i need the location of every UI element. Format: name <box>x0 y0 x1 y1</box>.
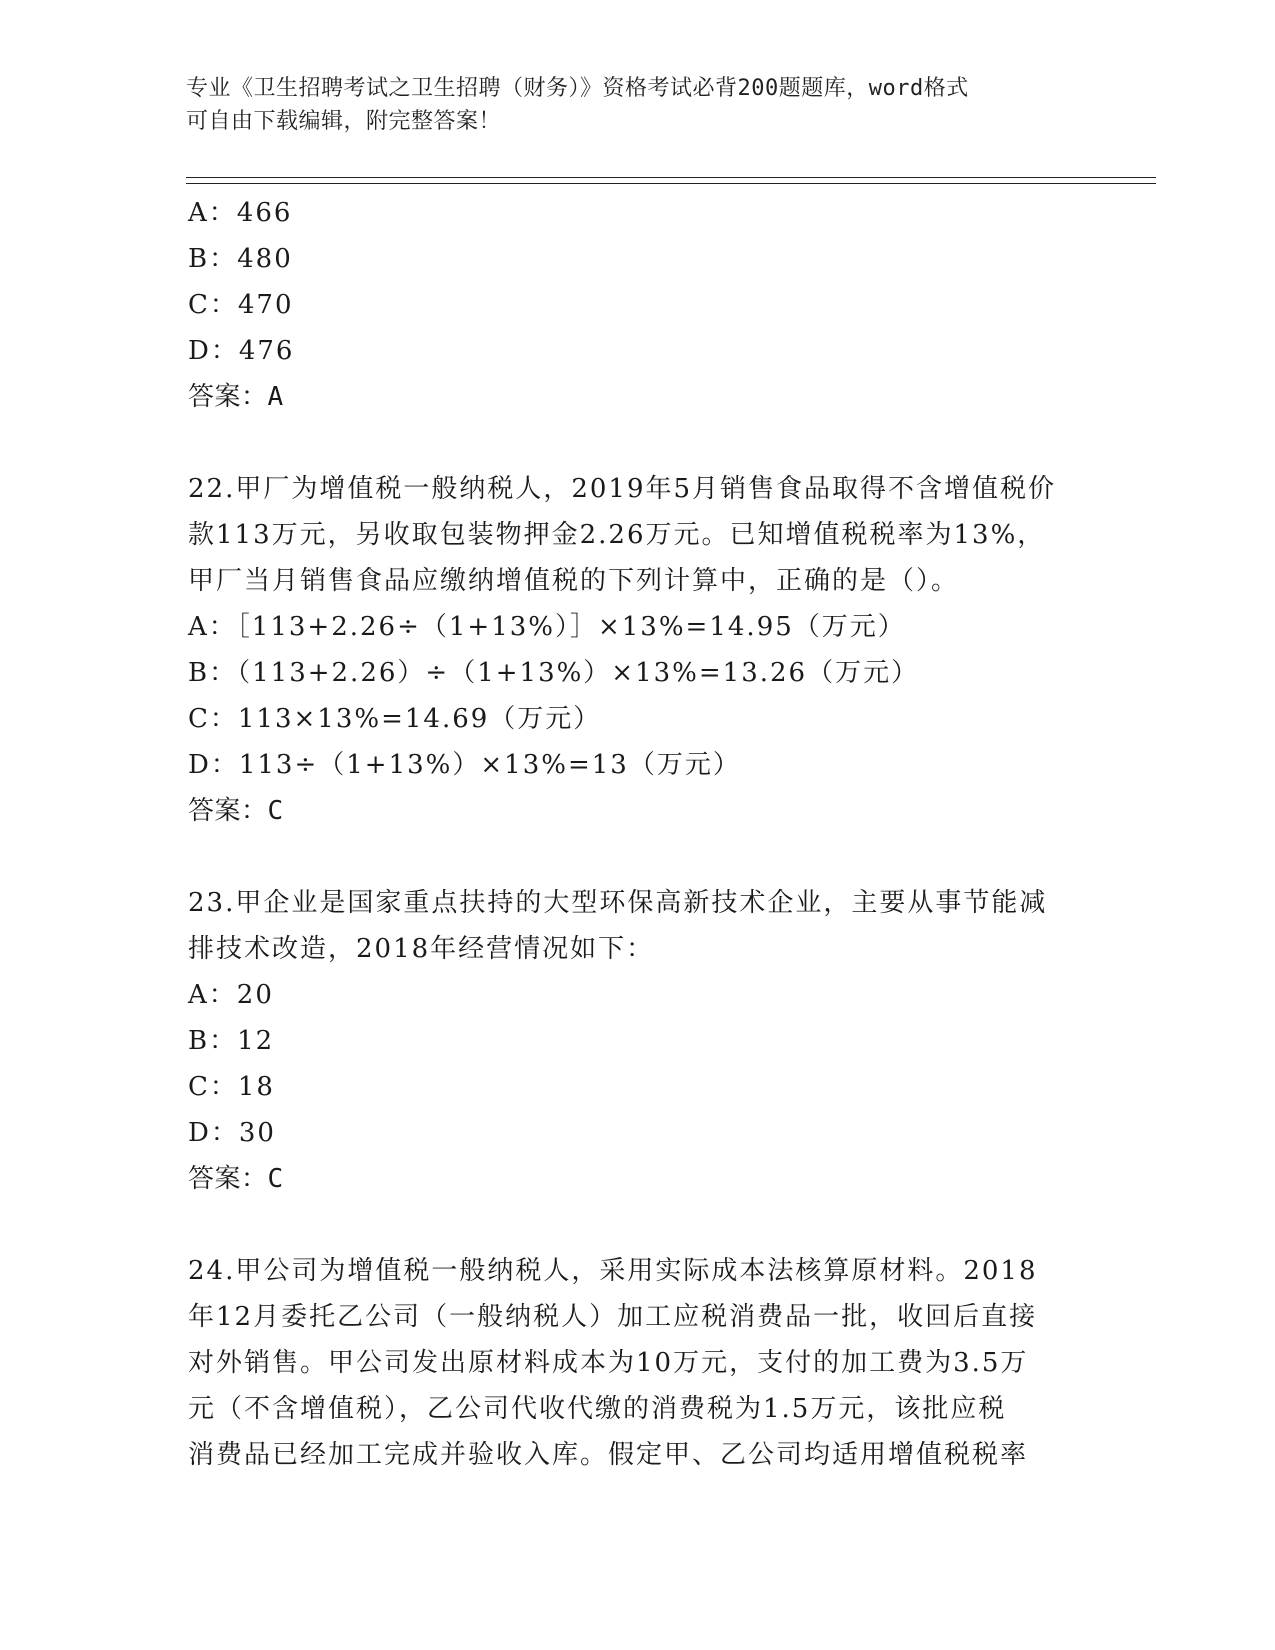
answer-line: 答案：C <box>188 796 284 826</box>
header-title-line-2: 可自由下载编辑，附完整答案！ <box>186 109 502 134</box>
question-23-block <box>188 880 1088 1202</box>
option-b: B：（113+2.26）÷（1+13%）×13%=13.26（万元） <box>188 658 920 688</box>
option-a: A：20 <box>188 980 274 1010</box>
question-spacer <box>188 834 1088 880</box>
question-text-line: 24.甲公司为增值税一般纳税人，采用实际成本法核算原材料。2018 <box>188 1256 1038 1286</box>
option-c: C：113×13%=14.69（万元） <box>188 704 602 734</box>
question-24-block <box>188 1248 1088 1478</box>
header-divider-bottom <box>186 183 1156 184</box>
answer-line: 答案：C <box>188 1164 284 1194</box>
question-text-line: 22.甲厂为增值税一般纳税人，2019年5月销售食品取得不含增值税价 <box>188 474 1057 504</box>
question-text-line: 年12月委托乙公司（一般纳税人）加工应税消费品一批，收回后直接 <box>188 1302 1038 1332</box>
option-a: A：［113+2.26÷（1+13%）］×13%=14.95（万元） <box>188 612 906 642</box>
option-d: D：30 <box>188 1118 276 1148</box>
option-b: B：12 <box>188 1026 275 1056</box>
option-b: B：480 <box>188 244 293 274</box>
question-spacer <box>188 420 1088 466</box>
option-a: A：466 <box>188 198 293 228</box>
question-text-line: 消费品已经加工完成并验收入库。假定甲、乙公司均适用增值税税率 <box>188 1440 1029 1470</box>
answer-line: 答案：A <box>188 382 284 412</box>
document-header <box>186 72 1086 138</box>
question-text-line: 对外销售。甲公司发出原材料成本为10万元，支付的加工费为3.5万 <box>188 1348 1029 1378</box>
document-body <box>188 190 1088 1478</box>
option-c: C：18 <box>188 1072 275 1102</box>
question-text-line: 元（不含增值税），乙公司代收代缴的消费税为1.5万元，该批应税 <box>188 1394 1007 1424</box>
question-text-line: 甲厂当月销售食品应缴纳增值税的下列计算中，正确的是（）。 <box>188 566 960 596</box>
option-c: C：470 <box>188 290 294 320</box>
question-21-block <box>188 190 1088 420</box>
question-text-line: 款113万元，另收取包装物押金2.26万元。已知增值税税率为13%， <box>188 520 1046 550</box>
question-22-block <box>188 466 1088 834</box>
question-text-line: 排技术改造，2018年经营情况如下： <box>188 934 655 964</box>
header-divider-top <box>186 177 1156 178</box>
question-spacer <box>188 1202 1088 1248</box>
option-d: D：476 <box>188 336 295 366</box>
header-title-line-1: 专业《卫生招聘考试之卫生招聘（财务）》资格考试必背200题题库，word格式 <box>186 76 969 101</box>
option-d: D：113÷（1+13%）×13%=13（万元） <box>188 750 741 780</box>
question-text-line: 23.甲企业是国家重点扶持的大型环保高新技术企业，主要从事节能减 <box>188 888 1048 918</box>
